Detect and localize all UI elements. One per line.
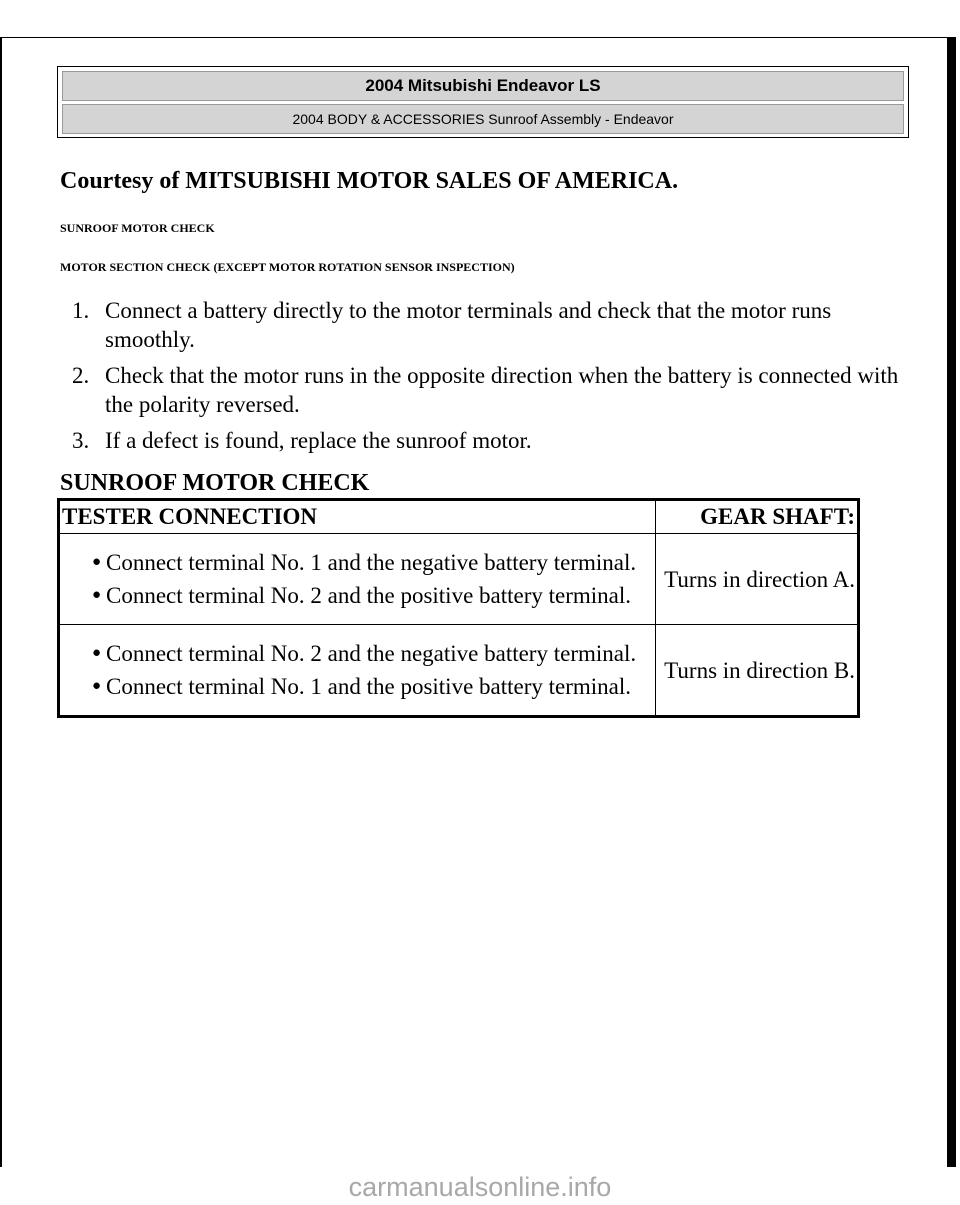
table-header-row	[59, 500, 859, 534]
column-header-gear-shaft: GEAR SHAFT:	[656, 500, 859, 534]
bullet-icon: ●	[92, 587, 102, 603]
step-number: 3.	[72, 428, 90, 453]
result-cell: Turns in direction B.	[656, 625, 859, 717]
table-row	[59, 534, 859, 625]
courtesy-line: Courtesy of MITSUBISHI MOTOR SALES OF AMERICA.	[60, 168, 679, 194]
connection-cell	[59, 534, 656, 625]
document-header	[57, 66, 909, 138]
connection-text: Connect terminal No. 1 and the negative battery terminal.	[106, 550, 637, 575]
section-heading-sunroof-motor-check: SUNROOF MOTOR CHECK	[60, 221, 215, 235]
connection-item	[72, 548, 647, 577]
step-number: 1.	[72, 298, 90, 323]
page-frame-right	[947, 37, 956, 1167]
connection-item	[72, 581, 647, 610]
connection-item	[72, 672, 647, 701]
header-title: 2004 Mitsubishi Endeavor LS	[62, 71, 904, 101]
step-number: 2.	[72, 363, 90, 388]
procedure-step	[60, 361, 910, 419]
connection-item	[72, 639, 647, 668]
table-title: SUNROOF MOTOR CHECK	[60, 470, 370, 496]
step-text: If a defect is found, replace the sunroof motor.	[105, 428, 532, 453]
bullet-icon: ●	[92, 554, 102, 570]
step-text: Check that the motor runs in the opposite direction when the battery is connected with the polarity reversed.	[105, 363, 899, 417]
bullet-icon: ●	[92, 678, 102, 694]
procedure-steps	[60, 296, 910, 462]
bullet-icon: ●	[92, 645, 102, 661]
step-text: Connect a battery directly to the motor terminals and check that the motor runs smoothly.	[105, 298, 832, 352]
procedure-step	[60, 296, 910, 354]
procedure-step	[60, 426, 910, 455]
table-row	[59, 625, 859, 717]
result-cell: Turns in direction A.	[656, 534, 859, 625]
connection-text: Connect terminal No. 1 and the positive battery terminal.	[106, 674, 632, 699]
column-header-tester-connection: TESTER CONNECTION	[59, 500, 656, 534]
connection-text: Connect terminal No. 2 and the positive battery terminal.	[106, 583, 632, 608]
connection-text: Connect terminal No. 2 and the negative battery terminal.	[106, 641, 637, 666]
page-frame-left	[0, 37, 2, 1167]
connection-list	[72, 548, 647, 610]
connection-cell	[59, 625, 656, 717]
header-subtitle: 2004 BODY & ACCESSORIES Sunroof Assembly - Endeavor	[62, 104, 904, 134]
watermark: carmanualsonline.info	[348, 1172, 612, 1202]
page-frame-top	[0, 37, 950, 38]
connection-list	[72, 639, 647, 701]
subsection-heading-motor-section-check: MOTOR SECTION CHECK (EXCEPT MOTOR ROTATION SENSOR INSPECTION)	[60, 260, 515, 274]
motor-check-table	[57, 498, 860, 718]
